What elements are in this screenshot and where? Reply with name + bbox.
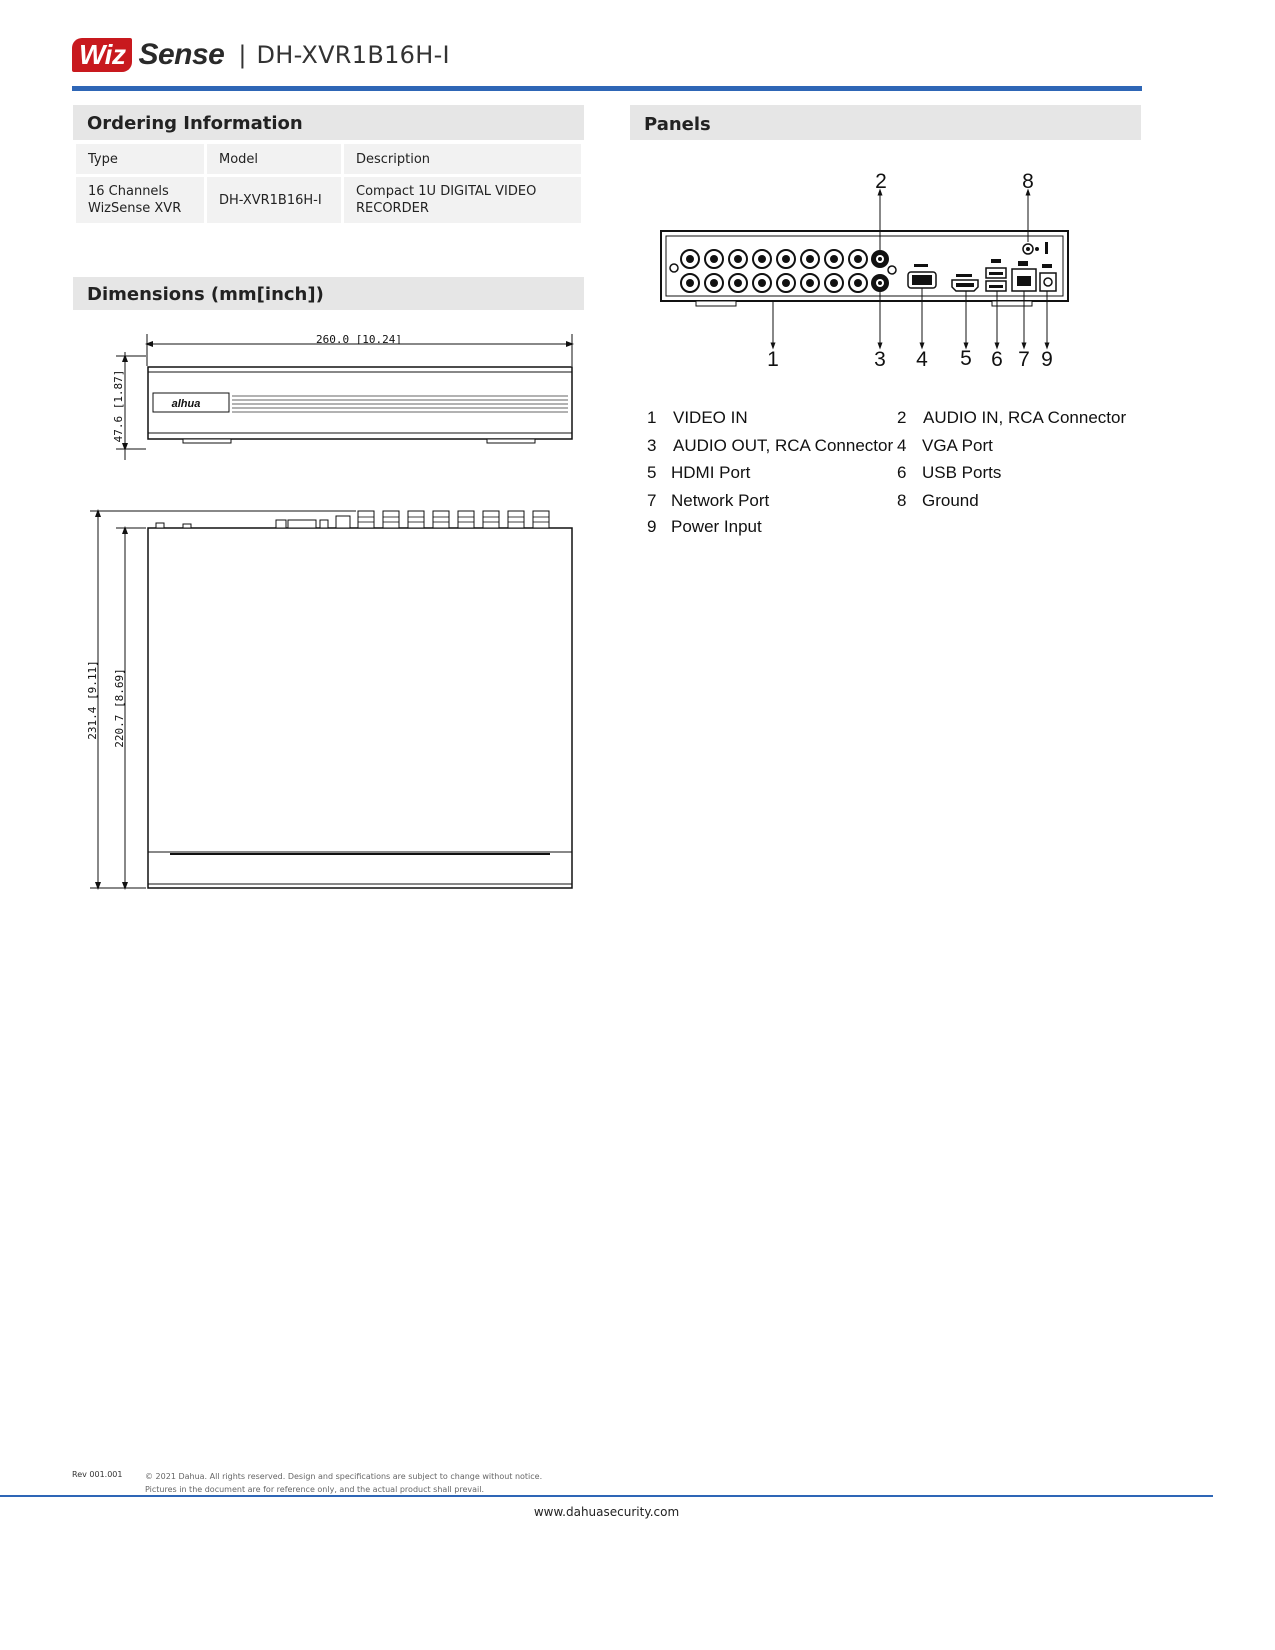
legend-label-9: Power Input xyxy=(671,517,762,536)
logo-wiz: Wiz xyxy=(72,38,132,72)
legend-num-8: 8 xyxy=(897,491,907,510)
col-type: Type xyxy=(76,144,204,174)
legend-label-2: AUDIO IN, RCA Connector xyxy=(923,408,1127,427)
callout-3: 3 xyxy=(874,348,886,371)
legend-label-7: Network Port xyxy=(671,491,770,510)
callout-7: 7 xyxy=(1018,348,1030,371)
legend-label-4: VGA Port xyxy=(922,436,993,455)
panels-title: Panels xyxy=(644,114,711,135)
legend-label-3: AUDIO OUT, RCA Connector xyxy=(673,436,894,455)
callout-2: 2 xyxy=(875,170,887,193)
callout-8: 8 xyxy=(1022,170,1034,193)
legend-num-7: 7 xyxy=(647,491,657,510)
cell-model: DH-XVR1B16H-I xyxy=(207,177,341,223)
legend-num-9: 9 xyxy=(647,517,657,536)
width-dimension-label: 260.0 [10.24] xyxy=(315,333,403,346)
header-separator: | xyxy=(238,41,247,69)
legend-num-5: 5 xyxy=(647,463,657,482)
depth-outer-label: 231.4 [9.11] xyxy=(86,660,99,740)
callout-6: 6 xyxy=(991,348,1003,371)
copyright-notice xyxy=(145,1470,542,1496)
cell-desc-line2: RECORDER xyxy=(356,201,429,216)
panel-legend xyxy=(0,0,1275,560)
callout-5: 5 xyxy=(960,347,972,370)
legend-label-5: HDMI Port xyxy=(671,463,751,482)
legend-label-6: USB Ports xyxy=(922,463,1002,482)
legend-num-2: 2 xyxy=(897,408,907,427)
ordering-title: Ordering Information xyxy=(87,113,303,134)
callout-1: 1 xyxy=(767,348,779,371)
legend-num-3: 3 xyxy=(647,436,657,455)
copyright-line1: © 2021 Dahua. All rights reserved. Design and specifications are subject to change without notice. xyxy=(145,1472,543,1481)
header-model: DH-XVR1B16H-I xyxy=(256,41,450,69)
callout-4: 4 xyxy=(916,348,928,371)
logo-sense: Sense xyxy=(138,38,225,71)
cell-type-line1: 16 Channels xyxy=(88,184,169,199)
legend-num-6: 6 xyxy=(897,463,907,482)
website-link[interactable]: www.dahuasecurity.com xyxy=(533,1505,680,1519)
copyright-line2: Pictures in the document are for reference only, and the actual product shall prevail. xyxy=(145,1485,485,1494)
callout-9: 9 xyxy=(1041,348,1053,371)
col-description: Description xyxy=(344,144,581,174)
cell-type-line2: WizSense XVR xyxy=(88,201,182,216)
legend-num-1: 1 xyxy=(647,408,657,427)
legend-label-1: VIDEO IN xyxy=(673,408,748,427)
dimensions-title: Dimensions (mm[inch]) xyxy=(87,284,324,305)
legend-label-8: Ground xyxy=(922,491,979,510)
cell-desc-line1: Compact 1U DIGITAL VIDEO xyxy=(356,184,537,199)
front-panel-logo: alhua xyxy=(171,398,201,410)
revision-label: Rev 001.001 xyxy=(72,1470,123,1479)
footer-rule xyxy=(0,1495,1213,1497)
col-model: Model xyxy=(207,144,341,174)
legend-num-4: 4 xyxy=(897,436,907,455)
height-dimension-label: 47.6 [1.87] xyxy=(112,369,125,443)
depth-inner-label: 220.7 [8.69] xyxy=(113,668,126,748)
top-view-drawing xyxy=(86,511,572,888)
